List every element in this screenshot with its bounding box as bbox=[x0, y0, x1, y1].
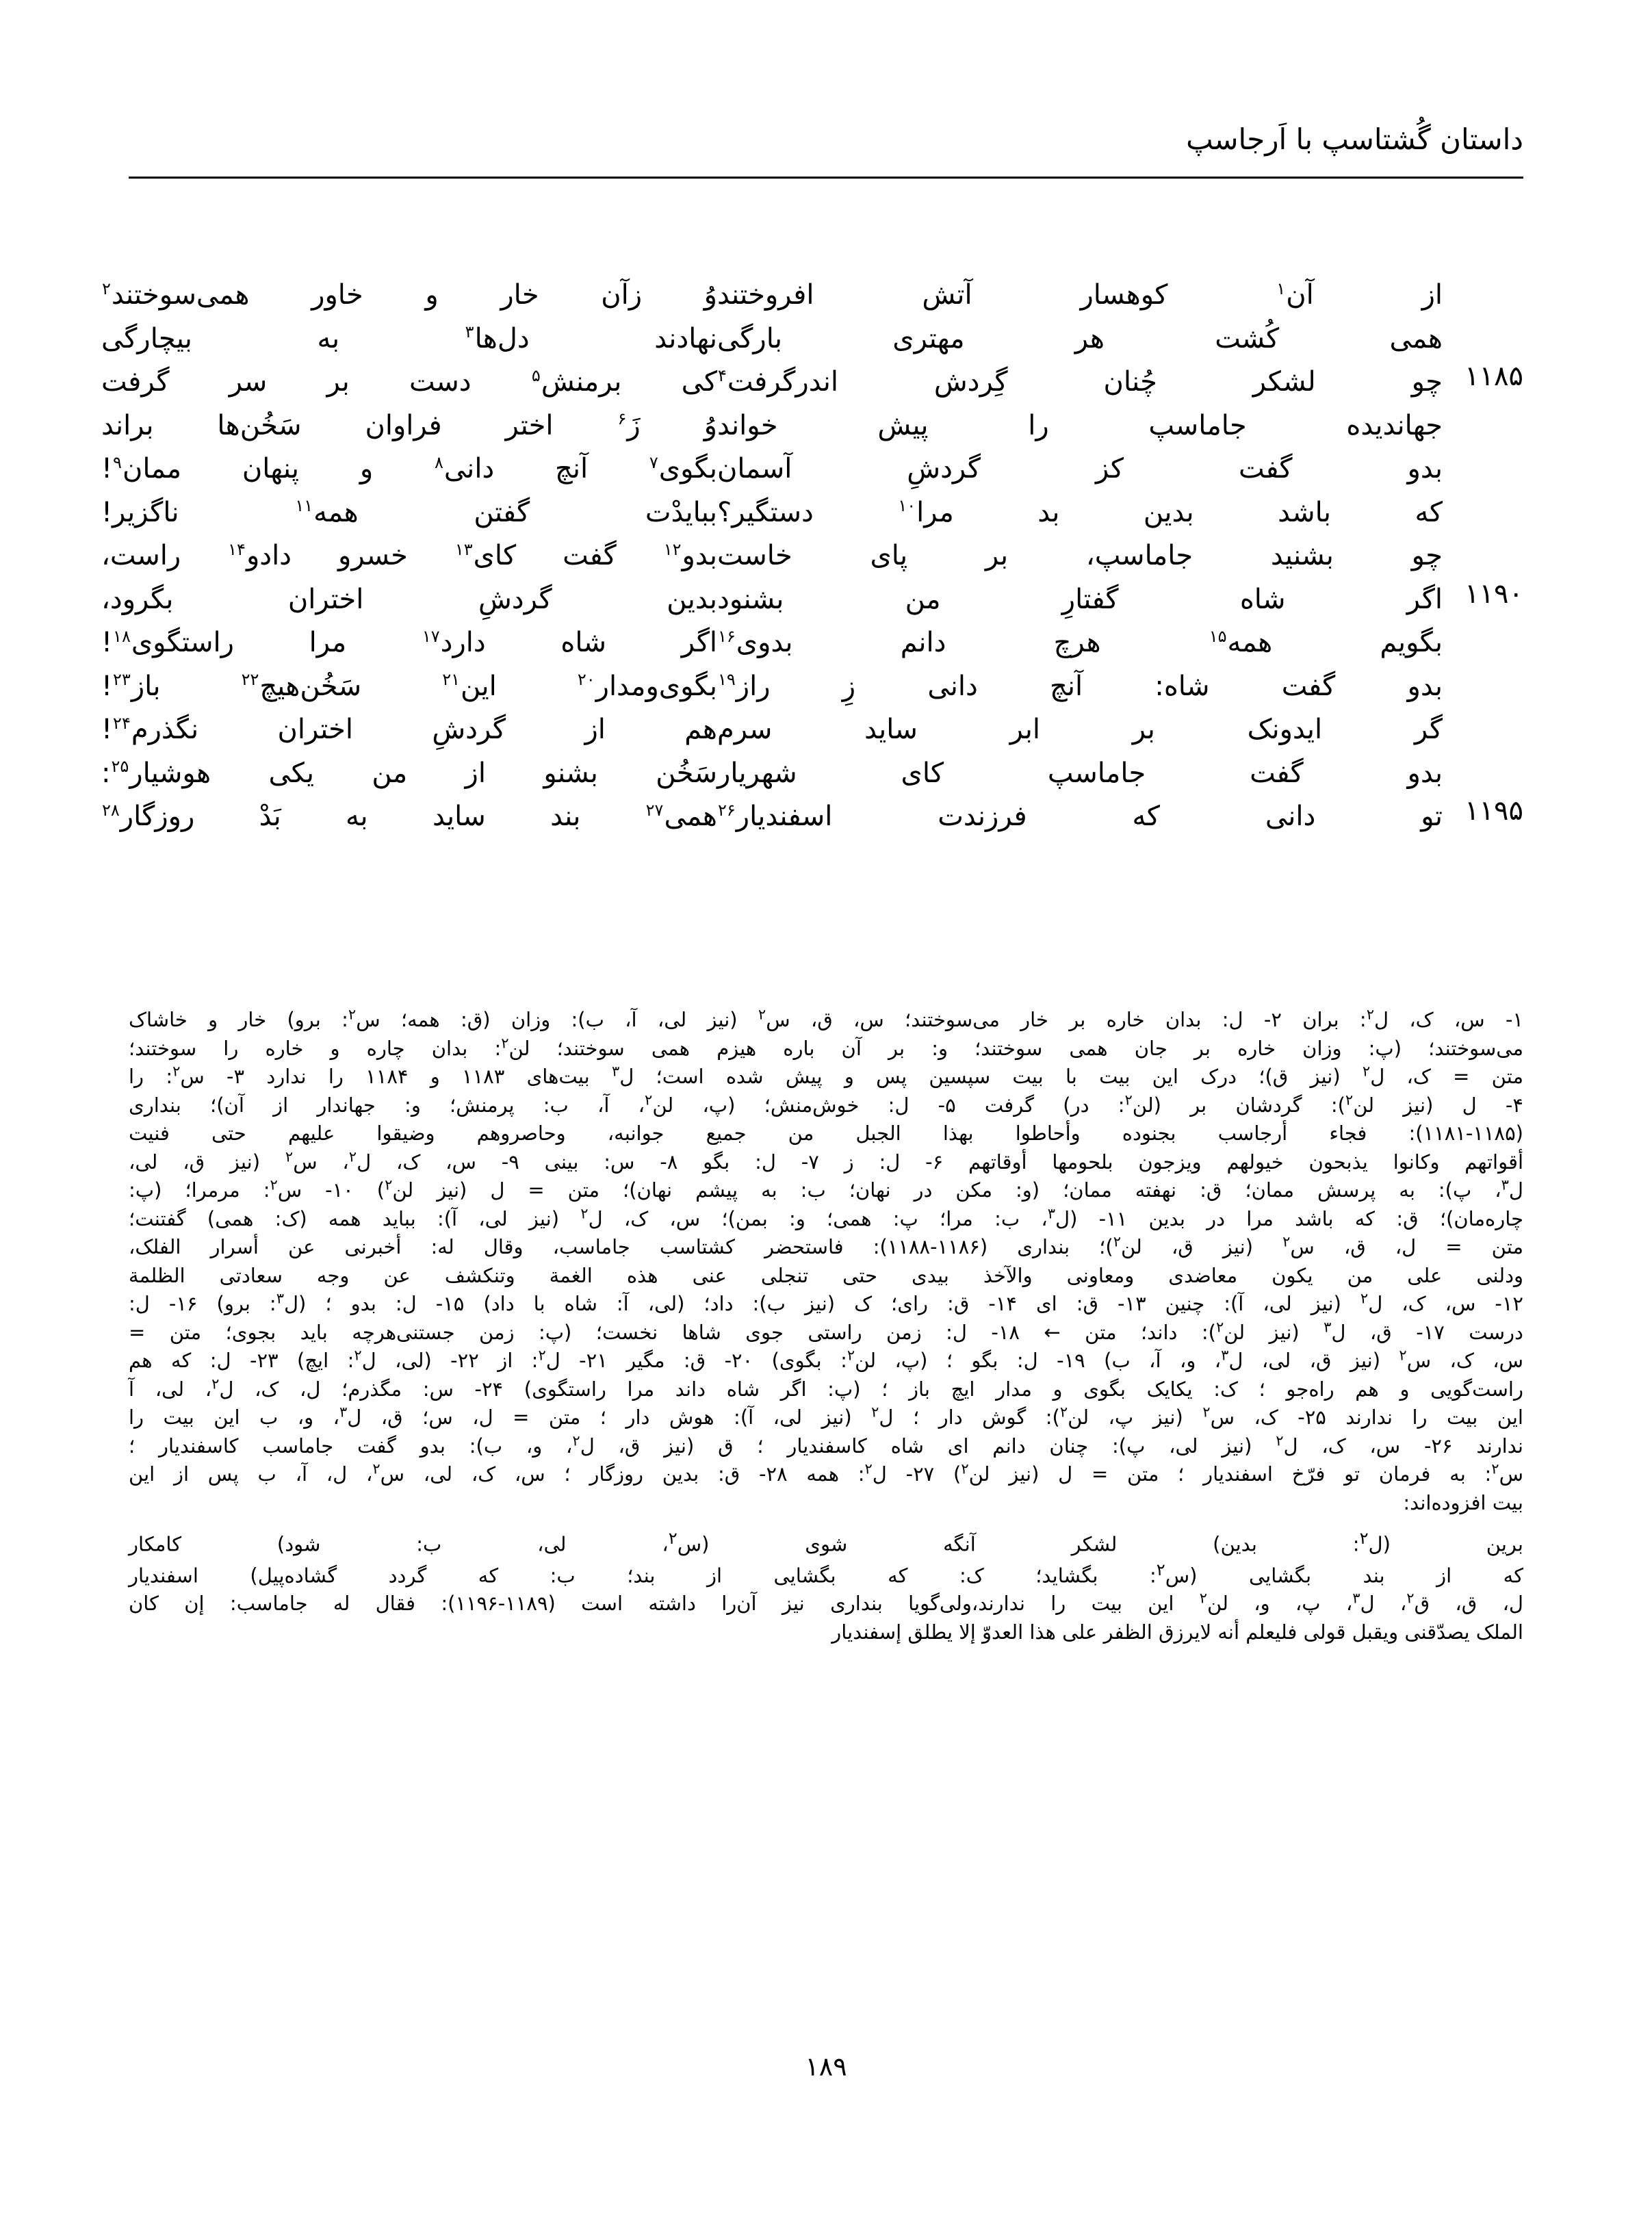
verse-row bbox=[102, 795, 1523, 839]
verse-row bbox=[101, 361, 1523, 404]
added-verse-first: برین (ل$^۲$: بدین) لشکر آنگه شوی (س$^۲$، لی، ب: شود) کامکار bbox=[129, 1529, 1523, 1556]
hemistich-first: بدو گفت شاه: آنچ دانی زِ راز$^{۱۹}$ bbox=[718, 670, 1443, 702]
hemistich-second: کی برمنش$^۵$ دست بر سر گرفت bbox=[101, 365, 718, 398]
hemistich-first: اگر شاه گفتارِ من بشنود bbox=[717, 583, 1443, 615]
apparatus-line: ندارند ۲۶- س، ک، ل$^۲$ (نیز لی، پ): چنان دانم ای شاه کاسفندیار ؛ ق (نیز ق، ل$^۲$، و، ب): بدو گفت جاماسب کاسفندیار ؛ bbox=[129, 1432, 1524, 1458]
header-rule bbox=[129, 177, 1523, 179]
hemistich-first: همی کُشت هر مهتری بارگی bbox=[717, 322, 1443, 354]
hemistich-second: اگر شاه دارد$^{۱۷}$ مرا راستگوی$^{۱۸}$! bbox=[101, 626, 717, 658]
hemistich-second: نهادند دل‌ها$^۳$ به بیچارگی bbox=[101, 322, 718, 354]
hemistich-first: چو لشکر چُنان گِردش اندرگرفت$^۴$ bbox=[718, 365, 1443, 398]
hemistich-first: گر ایدونک بر ابر ساید سرم bbox=[717, 714, 1443, 745]
apparatus-line: (۱۱۸۱-۱۱۸۵): فجاء أرجاسب بجنوده وأحاطوا بهذا الجبل من جمیع جوانبه، وحاصروهم وضیقوا علیهم حتی فنیت bbox=[129, 1122, 1523, 1145]
apparatus-line: ل$^۳$، پ): به پرسش ممان؛ ق: نهفته ممان؛ (و: مکن در نهان؛ ب: به پیشم نهان)؛ متن = ل (نیز لن$^۲$) ۱۰- س$^۲$: مرمرا؛ (پ: bbox=[129, 1176, 1523, 1202]
verse-row bbox=[102, 274, 1523, 318]
apparatus-line: ۱- س، ک، ل$^۲$: بران ۲- ل: بدان خاره بر خار می‌سوختند؛ س، ق، س$^۲$ (نیز لی، آ، ب): وزان (ق: همه؛ س$^۲$: برو) خار و خاشاک bbox=[129, 1006, 1523, 1031]
hemistich-second: وُ زَ$^۶$ اختر فراوان سَخُن‌ها براند bbox=[101, 409, 717, 441]
hemistich-second: بگوی$^۷$ آنچ دانی$^۸$ و پنهان ممان$^۹$! bbox=[101, 452, 717, 484]
critical-apparatus bbox=[129, 1006, 1523, 1646]
apparatus-line: س، ک، س$^۲$ (نیز ق، لی، ل$^۳$، و، آ، ب) ۱۹- ل: بگو ؛ (پ، لن$^۲$: بگوی) ۲۰- ق: مگیر ۲۱- ل$^۲$: از ۲۲- (لی، ل$^۲$: ایچ) ۲۳- ل: که هم bbox=[129, 1347, 1523, 1372]
running-head: داستان گُشتاسپ با اَرجاسپ bbox=[1186, 122, 1523, 156]
verse-row bbox=[101, 708, 1523, 752]
verse-row bbox=[101, 448, 1523, 491]
hemistich-first: تو دانی که فرزندت اسفندیار$^{۲۶}$ bbox=[718, 800, 1443, 832]
verse-row bbox=[101, 752, 1523, 796]
verse-number: ۱۱۸۵ bbox=[1464, 361, 1523, 392]
apparatus-line: می‌سوختند؛ (پ: وزان خاره بر جان همی سوختند؛ و: بر آن باره هیزم همی سوختند؛ لن$^۲$: بدان چاره و خاره را سوختند؛ bbox=[129, 1034, 1523, 1060]
apparatus-line: س$^۲$: به فرمان تو فرّخ اسفندیار ؛ متن = ل (نیز لن$^۲$) ۲۷- ل$^۲$: همه ۲۸- ق: بدین روزگار ؛ س، ک، لی، س$^۲$، ل، آ، ب پس از این bbox=[129, 1460, 1523, 1486]
hemistich-first: از آن$^۱$ کوهسار آتش افروختند bbox=[717, 279, 1443, 311]
folio-number: ۱۸۹ bbox=[805, 2052, 847, 2082]
apparatus-spacer bbox=[129, 1517, 1523, 1527]
hemistich-first: بدو گفت جاماسپ کای شهریار bbox=[717, 757, 1443, 789]
apparatus-line: راست‌گویی و هم راه‌جو ؛ ک: یکایک بگوی و مدار ایچ باز ؛ (پ: اگر شاه داند مرا راستگوی) ۲۴- س: مگذرم؛ ل، ک، ل$^۲$، لی، آ bbox=[129, 1375, 1523, 1401]
verse-number: ۱۱۹۵ bbox=[1464, 795, 1523, 827]
verse-row bbox=[101, 318, 1523, 361]
apparatus-closing-line: ل، ق، ق$^۲$، ل$^۳$، پ، و، لن$^۲$ این بیت را ندارند،ولی‌گویا بنداری نیز آن‌را داشته است (۱۱۸۹-۱۱۹۶): فقال له جاماسب: إن کان bbox=[129, 1590, 1523, 1615]
apparatus-line: ۱۲- س، ک، ل$^۲$ (نیز لی، آ): چنین ۱۳- ق: ای ۱۴- ق: رای؛ ک (نیز ب): داد؛ (لی، آ: شاه با داد) ۱۵- ل: بدو ؛ (ل$^۳$: برو) ۱۶- ل: bbox=[129, 1290, 1523, 1315]
verse-row bbox=[101, 491, 1523, 535]
hemistich-first: که باشد بدین بد مرا$^{۱۰}$ دستگیر؟ bbox=[717, 496, 1443, 528]
verse-block bbox=[101, 274, 1523, 965]
apparatus-line: ودلنی علی من یکون معاضدی ومعاونی والآخذ بیدی حتی تنجلی عنی هذه الغمة وتنکشف عن وجه سعادتی الظلمة bbox=[129, 1263, 1523, 1287]
apparatus-line: متن = ل، ق، س$^۲$ (نیز ق، لن$^۲$)؛ بنداری (۱۱۸۶-۱۱۸۸): فاستحضر کشتاسب جاماسب، وقال له: أخبرنی عن أسرار الفلک، bbox=[129, 1233, 1523, 1258]
hemistich-second: سَخُن بشنو از من یکی هوشیار$^{۲۵}$: bbox=[101, 757, 717, 789]
hemistich-second: بدین گردشِ اختران بگرود، bbox=[101, 583, 717, 615]
apparatus-line: این بیت را ندارند ۲۵- ک، س$^۲$ (نیز پ، لن$^۲$): گوش دار ؛ ل$^۲$ (نیز لی، آ): هوش دار ؛ متن = ل، س؛ ق، ل$^۳$، و، ب این بیت را bbox=[129, 1403, 1523, 1429]
apparatus-line: چاره‌مان)؛ ق: که باشد مرا در بدین ۱۱- (ل$^۳$، ب: مرا؛ پ: همی؛ و: بمن)؛ س، ک، ل$^۲$ (نیز لی، آ): بباید همه (ک: همی) گفتنت؛ bbox=[129, 1204, 1523, 1230]
hemistich-first: بدو گفت کز گردشِ آسمان bbox=[717, 453, 1443, 484]
verse-number: ۱۱۹۰ bbox=[1464, 578, 1523, 610]
apparatus-closing-line: الملک یصدّقنی ویقبل قولی فلیعلم أنه لایرزق الظفر علی هذا العدوّ إلا یطلق إسفندیار bbox=[831, 1620, 1523, 1644]
page-header bbox=[129, 122, 1523, 181]
apparatus-line: درست ۱۷- ق، ل$^۳$ (نیز لن$^۲$): داند؛ متن ← ۱۸- ل: زمن راستی جوی شاها نخست؛ (پ: زمن جستنی‌هرچه باید بجوی؛ متن = bbox=[129, 1318, 1523, 1344]
hemistich-first: بگویم همه$^{۱۵}$ هرچ دانم بدوی$^{۱۶}$ bbox=[718, 626, 1443, 658]
hemistich-second: هم از گردشِ اختران نگذرم$^{۲۴}$! bbox=[101, 713, 717, 745]
hemistich-second: وُ زآن خار و خاور همی‌سوختند$^۲$ bbox=[102, 279, 717, 311]
verse-row bbox=[101, 665, 1523, 709]
hemistich-first: جهاندیده جاماسپ را پیش خواند bbox=[717, 409, 1443, 441]
apparatus-line: أقواتهم وکانوا یذبحون خیولهم ویزجون بلحومها أوقاتهم ۶- ل: ز ۷- ل: بگو ۸- س: بینی ۹- س، ک، ل$^۲$، س$^۲$ (نیز ق، لی، bbox=[129, 1148, 1523, 1174]
apparatus-line: متن = ک، ل$^۲$ (نیز ق)؛ درک این بیت با بیت سپسین پس و پیش شده است؛ ل$^۳$ بیت‌های ۱۱۸۳ و ۱۱۸۴ را ندارد ۳- س$^۲$: را bbox=[129, 1063, 1524, 1088]
verse-row bbox=[101, 578, 1523, 622]
hemistich-first: چو بشنید جاماسپ، بر پای خاست bbox=[717, 540, 1443, 571]
apparatus-line: بیت افزوده‌اند: bbox=[1403, 1490, 1523, 1514]
hemistich-second: بدو$^{۱۲}$ گفت کای$^{۱۳}$ خسرو دادو$^{۱۴}$ راست، bbox=[101, 539, 717, 571]
verse-row bbox=[101, 534, 1523, 578]
hemistich-second: ببایدْت گفتن همه$^{۱۱}$ ناگزیر! bbox=[101, 496, 717, 528]
added-verse-second: که از بند بگشایی (س$^۲$: بگشاید؛ ک: که بگشایی از بند؛ ب: که گردد گشاده‌پیل) اسفندیار bbox=[129, 1560, 1523, 1588]
verse-row bbox=[101, 404, 1523, 448]
hemistich-second: همی$^{۲۷}$ بند ساید به بَدْ روزگار$^{۲۸}$ bbox=[102, 800, 717, 832]
verse-row bbox=[101, 621, 1523, 665]
apparatus-line: ۴- ل (نیز لن$^۲$): گردشان بر (لن$^۲$: در) گرفت ۵- ل: خوش‌منش؛ (پ، لن$^۲$، آ، ب: پرمنش؛ و: جهاندار از آن)؛ بنداری bbox=[129, 1091, 1523, 1117]
hemistich-second: بگوی‌ومدار$^{۲۰}$ این$^{۲۱}$ سَخُن‌هیچ$^{۲۲}$ باز$^{۲۳}$! bbox=[101, 670, 717, 702]
